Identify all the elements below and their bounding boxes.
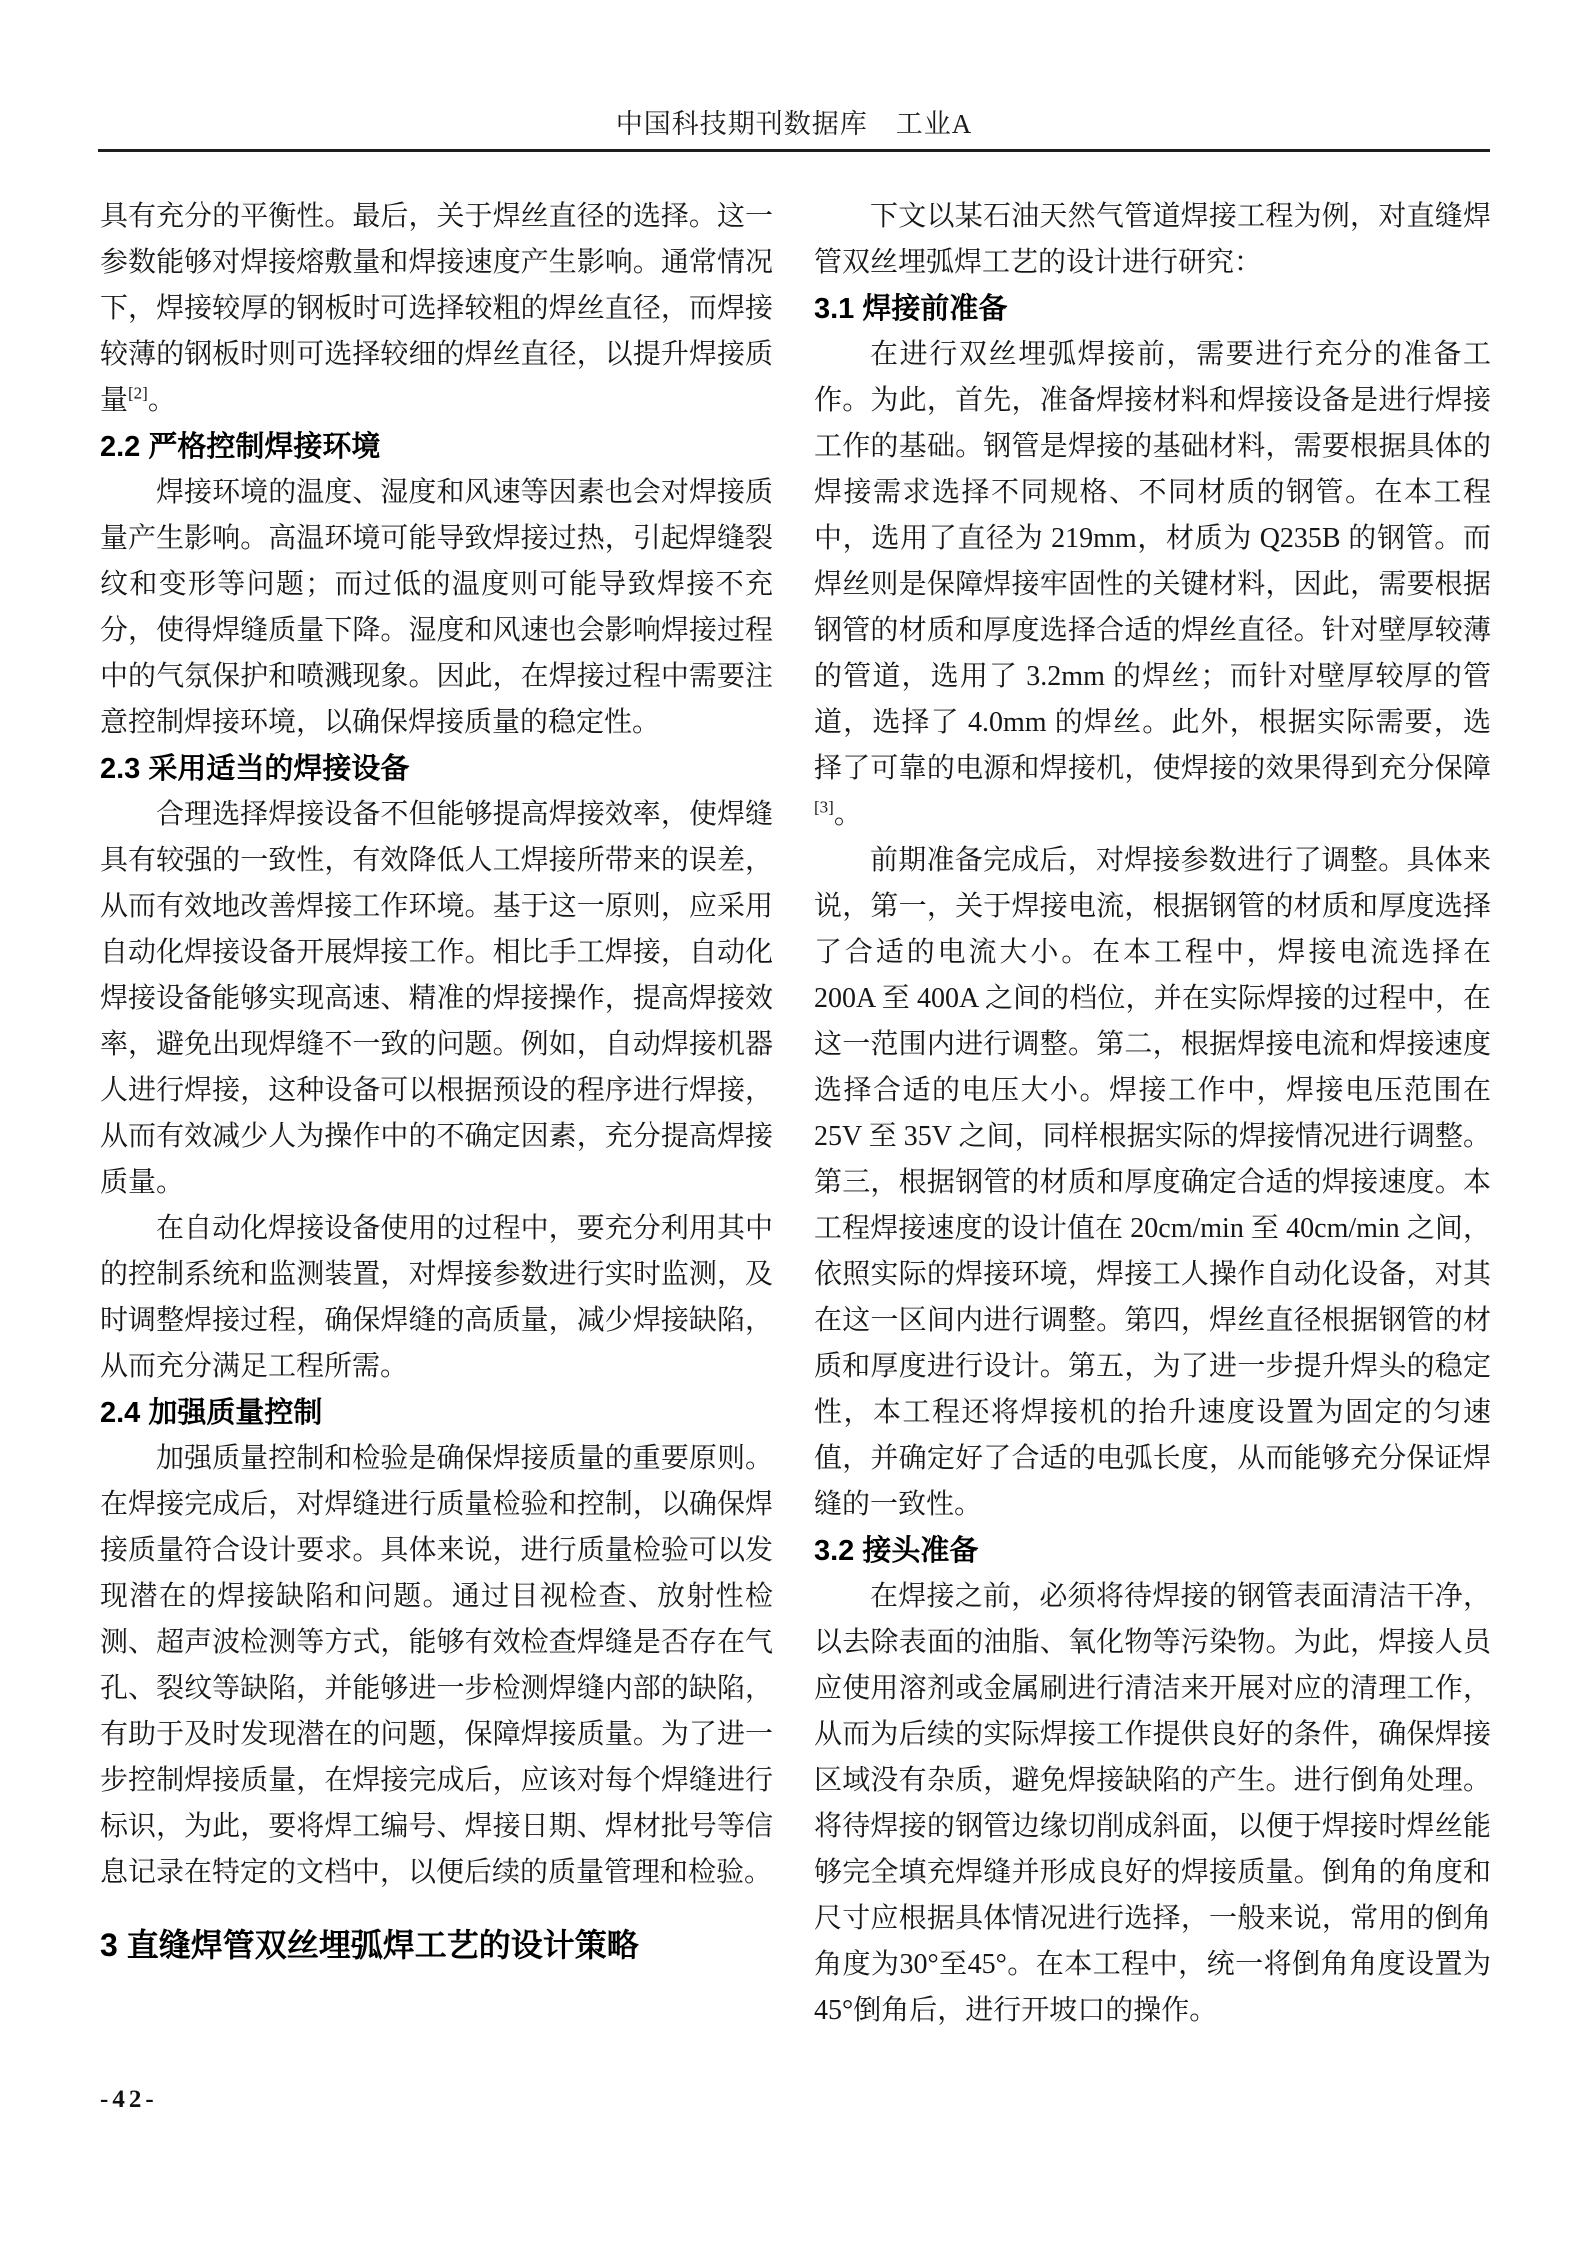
header-divider [98, 149, 1490, 152]
paragraph-equipment-1: 合理选择焊接设备不但能够提高焊接效率，使焊缝具有较强的一致性，有效降低人工焊接所带来的误差，从而有效地改善焊接工作环境。基于这一原则，应采用自动化焊接设备开展焊接工作。相比手工焊接，自动化焊接设备能够实现高速、精准的焊接操作，提高焊接效率，避免出现焊缝不一致的问题。例如，自动焊接机器人进行焊接，这种设备可以根据预设的程序进行焊接，从而有效减少人为操作中的不确定因素，充分提高焊接质量。 [100, 799, 773, 1198]
paragraph-text: 具有充分的平衡性。最后，关于焊丝直径的选择。这一参数能够对焊接熔敷量和焊接速度产生影响。通常情况下，焊接较厚的钢板时可选择较粗的焊丝直径，而焊接较薄的钢板时则可选择较细的焊丝直径，以提升焊接质量 [100, 201, 773, 416]
section-heading-3: 3 直缝焊管双丝埋弧焊工艺的设计策略 [100, 1927, 639, 1963]
paragraph-text: 。 [147, 385, 176, 416]
paragraph-environment: 焊接环境的温度、湿度和风速等因素也会对焊接质量产生影响。高温环境可能导致焊接过热，引起焊缝裂纹和变形等问题；而过低的温度则可能导致焊接不充分，使得焊缝质量下降。湿度和风速也会影响焊接过程中的气氛保护和喷溅现象。因此，在焊接过程中需要注意控制焊接环境，以确保焊接质量的稳定性。 [100, 477, 773, 738]
citation-ref-2: [2] [128, 383, 148, 403]
journal-header: 中国科技期刊数据库 工业A [615, 109, 973, 139]
right-column [814, 194, 1491, 2034]
paragraph-text: 。 [833, 799, 862, 830]
paragraph-text: 在进行双丝埋弧焊接前，需要进行充分的准备工作。为此，首先，准备焊接材料和焊接设备是进行焊接工作的基础。钢管是焊接的基础材料，需要根据具体的焊接需求选择不同规格、不同材质的钢管。在本工程中，选用了直径为 219mm，材质为 Q235B 的钢管。而焊丝则是保障焊接牢固性的关键材料，因此，需要根据钢管的材质和厚度选择合适的焊丝直径。针对壁厚较薄的管道，选用了 3.2mm 的焊丝；而针对壁厚较厚的管道，选择了 4.0mm 的焊丝。此外，根据实际需要，选择了可靠的电源和焊接机，使焊接的效果得到充分保障 [814, 339, 1491, 784]
section-heading-2-4: 2.4 加强质量控制 [100, 1397, 323, 1429]
section-heading-2-3: 2.3 采用适当的焊接设备 [100, 753, 410, 785]
paragraph-joint: 在焊接之前，必须将待焊接的钢管表面清洁干净，以去除表面的油脂、氧化物等污染物。为此，焊接人员应使用溶剂或金属刷进行清洁来开展对应的清理工作，从而为后续的实际焊接工作提供良好的条件，确保焊接区域没有杂质，避免焊接缺陷的产生。进行倒角处理。将待焊接的钢管边缘切削成斜面，以便于焊接时焊丝能够完全填充焊缝并形成良好的焊接质量。倒角的角度和尺寸应根据具体情况进行选择，一般来说，常用的倒角角度为30°至45°。在本工程中，统一将倒角角度设置为45°倒角后，进行开坡口的操作。 [814, 1581, 1491, 2026]
page-number: -42- [100, 2086, 158, 2113]
paragraph-equipment-2: 在自动化焊接设备使用的过程中，要充分利用其中的控制系统和监测装置，对焊接参数进行实时监测，及时调整焊接过程，确保焊缝的高质量，减少焊接缺陷，从而充分满足工程所需。 [100, 1213, 773, 1382]
paragraph-intro: 下文以某石油天然气管道焊接工程为例，对直缝焊管双丝埋弧焊工艺的设计进行研究： [814, 201, 1491, 278]
citation-ref-3: [3] [814, 797, 834, 817]
paragraph-quality: 加强质量控制和检验是确保焊接质量的重要原则。在焊接完成后，对焊缝进行质量检验和控制，以确保焊接质量符合设计要求。具体来说，进行质量检验可以发现潜在的焊接缺陷和问题。通过目视检查、放射性检测、超声波检测等方式，能够有效检查焊缝是否存在气孔、裂纹等缺陷，并能够进一步检测焊缝内部的缺陷，有助于及时发现潜在的问题，保障焊接质量。为了进一步控制焊接质量，在焊接完成后，应该对每个焊缝进行标识，为此，要将焊工编号、焊接日期、焊材批号等信息记录在特定的文档中，以便后续的质量管理和检验。 [100, 1443, 773, 1888]
paragraph-preparation-2: 前期准备完成后，对焊接参数进行了调整。具体来说，第一，关于焊接电流，根据钢管的材质和厚度选择了合适的电流大小。在本工程中，焊接电流选择在 200A 至 400A 之间的档位，并在实际焊接的过程中，在这一范围内进行调整。第二，根据焊接电流和焊接速度选择合适的电压大小。焊接工作中，焊接电压范围在 25V 至 35V 之间，同样根据实际的焊接情况进行调整。第三，根据钢管的材质和厚度确定合适的焊接速度。本工程焊接速度的设计值在 20cm/min 至 40cm/min 之间，依照实际的焊接环境，焊接工人操作自动化设备，对其在这一区间内进行调整。第四，焊丝直径根据钢管的材质和厚度进行设计。第五，为了进一步提升焊头的稳定性，本工程还将焊接机的抬升速度设置为固定的匀速值，并确定好了合适的电弧长度，从而能够充分保证焊缝的一致性。 [814, 845, 1491, 1520]
section-heading-3-1: 3.1 焊接前准备 [814, 293, 1008, 325]
section-heading-2-2: 2.2 严格控制焊接环境 [100, 431, 381, 463]
paragraph-wire-diameter [100, 194, 773, 424]
left-column [100, 194, 773, 1970]
paragraph-preparation-1 [814, 332, 1491, 838]
section-heading-3-2: 3.2 接头准备 [814, 1535, 979, 1567]
